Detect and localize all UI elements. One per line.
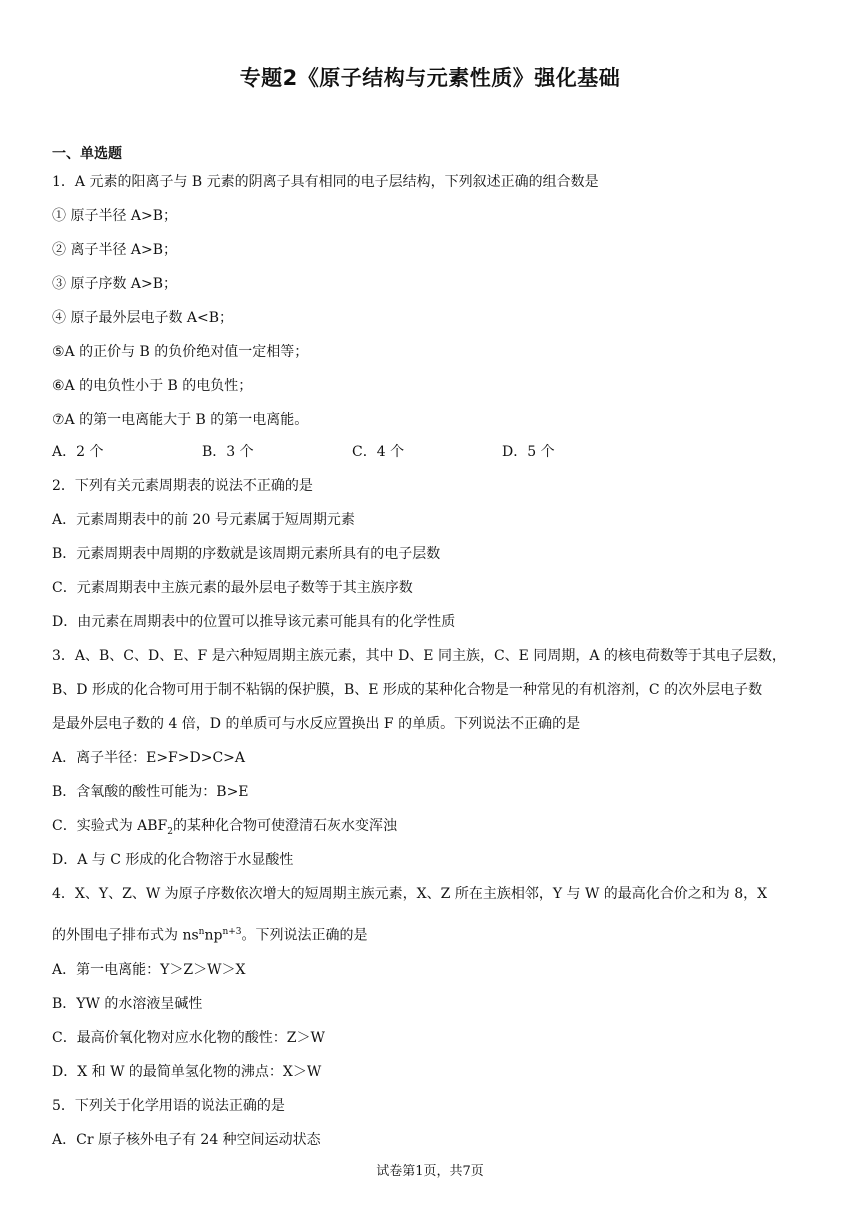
q1-item-4: ④ 原子最外层电子数 A<B； (52, 310, 234, 326)
q3-option-c-subscript: 2 (167, 826, 174, 837)
question-3-stem-line-2: B、D 形成的化合物可用于制不粘锅的保护膜，B、E 形成的某种化合物是一种常见的有机溶剂，C 的次外层电子数 (52, 682, 763, 698)
q3-option-d: D．A 与 C 形成的化合物溶于水显酸性 (52, 852, 294, 868)
question-1-stem: 1．A 元素的阳离子与 B 元素的阴离子具有相同的电子层结构，下列叙述正确的组合数是 (52, 174, 599, 190)
q3-option-a: A．离子半径：E>F>D>C>A (52, 750, 246, 766)
question-3-stem-line-3: 是最外层电子数的 4 倍，D 的单质可与水反应置换出 F 的单质。下列说法不正确的是 (52, 716, 581, 732)
q1-option-d: D．5 个 (502, 444, 555, 460)
q1-option-c: C．4 个 (352, 444, 405, 460)
q3-option-c-tail: 的某种化合物可使澄清石灰水变浑浊 (173, 818, 398, 834)
q2-option-c: C．元素周期表中主族元素的最外层电子数等于其主族序数 (52, 580, 413, 596)
q4-option-a: A．第一电离能：Y＞Z＞W＞X (52, 962, 246, 978)
q3-option-c (52, 816, 812, 842)
q4-stem-tail: 。下列说法正确的是 (241, 927, 368, 944)
q1-item-6: ⑥A 的电负性小于 B 的电负性； (52, 378, 253, 394)
q4-superscript-n: n (198, 927, 205, 937)
q3-option-b: B．含氧酸的酸性可能为：B>E (52, 784, 249, 800)
q4-option-b: B．YW 的水溶液呈碱性 (52, 996, 203, 1012)
q2-option-a: A．元素周期表中的前 20 号元素属于短周期元素 (52, 512, 355, 528)
q1-options (52, 442, 812, 462)
page-footer: 试卷第1页，共7页 (376, 1164, 484, 1179)
q1-option-b: B．3 个 (202, 444, 254, 460)
q1-item-5: ⑤A 的正价与 B 的负价绝对值一定相等； (52, 344, 309, 360)
q1-item-2: ② 离子半径 A>B； (52, 242, 178, 258)
q4-stem-text: 的外围电子排布式为 ns (52, 927, 199, 944)
question-3-stem-line-1: 3．A、B、C、D、E、F 是六种短周期主族元素，其中 D、E 同主族，C、E 同周期，A 的核电荷数等于其电子层数， (52, 648, 786, 664)
q5-option-a: A．Cr 原子核外电子有 24 种空间运动状态 (52, 1132, 321, 1148)
q4-option-c: C．最高价氧化物对应水化物的酸性：Z＞W (52, 1030, 325, 1046)
q4-option-d: D．X 和 W 的最简单氢化物的沸点：X＞W (52, 1064, 322, 1080)
q4-superscript-n-plus-3: n+3 (222, 927, 242, 937)
q1-item-3: ③ 原子序数 A>B； (52, 276, 178, 292)
page-title: 专题2《原子结构与元素性质》强化基础 (239, 66, 621, 90)
q1-item-1: ① 原子半径 A>B； (52, 208, 178, 224)
question-5-stem: 5．下列关于化学用语的说法正确的是 (52, 1098, 285, 1114)
q4-np: np (204, 927, 223, 944)
q1-item-7: ⑦A 的第一电离能大于 B 的第一电离能。 (52, 412, 309, 428)
question-4-stem-line-1: 4．X、Y、Z、W 为原子序数依次增大的短周期主族元素，X、Z 所在主族相邻，Y 与 W 的最高化合价之和为 8，X (52, 886, 768, 902)
q2-option-d: D．由元素在周期表中的位置可以推导该元素可能具有的化学性质 (52, 614, 456, 630)
q1-option-a: A．2 个 (52, 444, 104, 460)
question-4-stem-line-2 (52, 922, 812, 946)
q3-option-c-text: C．实验式为 ABF (52, 818, 168, 834)
question-2-stem: 2．下列有关元素周期表的说法不正确的是 (52, 478, 313, 494)
section-heading: 一、单选题 (52, 146, 122, 162)
q2-option-b: B．元素周期表中周期的序数就是该周期元素所具有的电子层数 (52, 546, 441, 562)
